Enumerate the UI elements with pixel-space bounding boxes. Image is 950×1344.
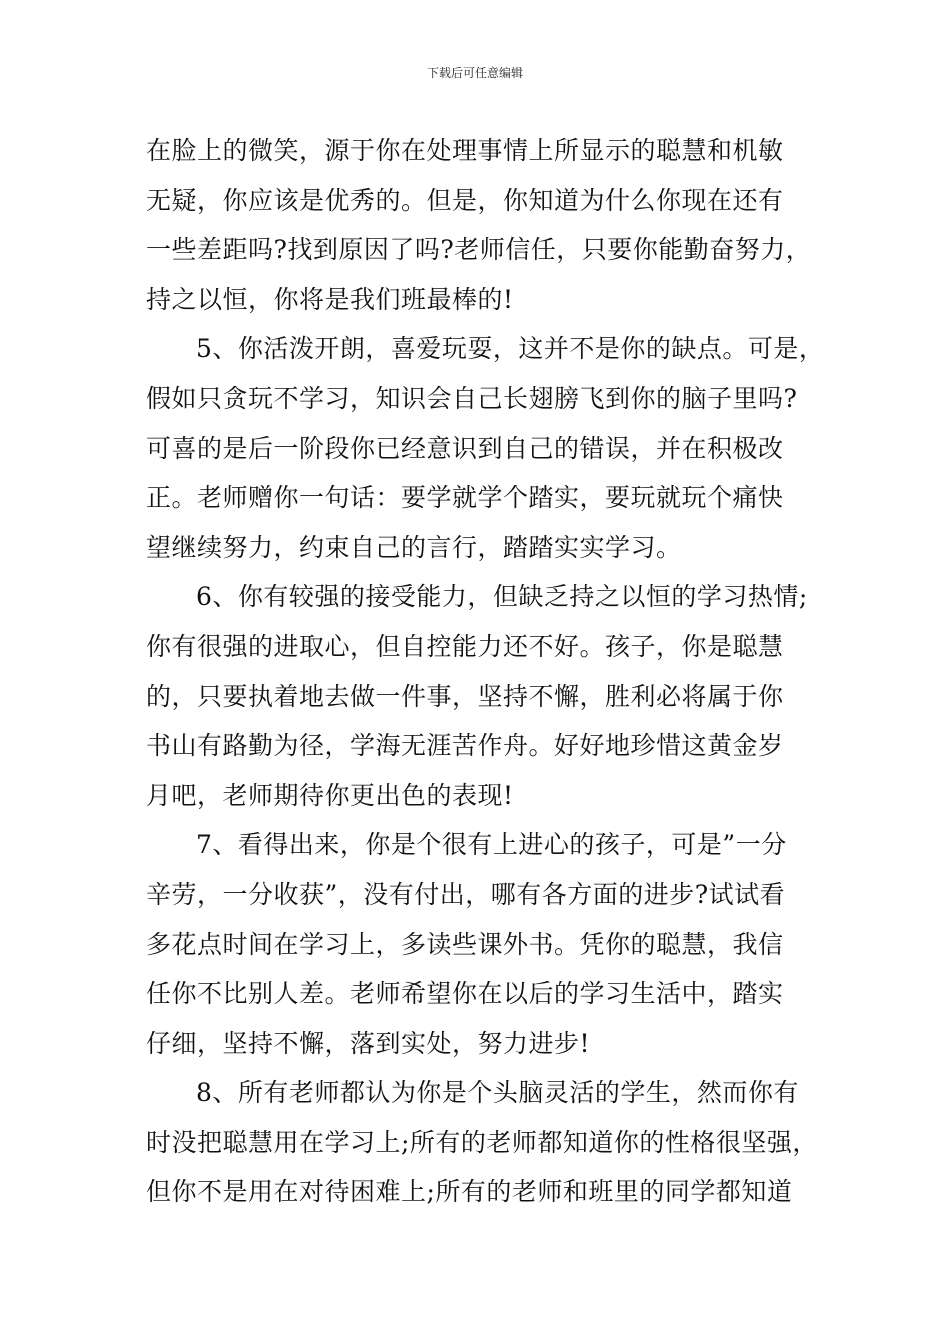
text-line: 假如只贪玩不学习，知识会自己长翅膀飞到你的脑子里吗? [146, 383, 798, 413]
document-body [146, 126, 836, 1217]
text-line: 书山有路勤为径，学海无涯苦作舟。好好地珍惜这黄金岁 [146, 731, 784, 761]
text-line: 一些差距吗?找到原因了吗?老师信任，只要你能勤奋努力， [146, 235, 812, 265]
text-line: 7、看得出来，你是个很有上进心的孩子，可是”一分 [196, 830, 787, 860]
text-line: 多花点时间在学习上，多读些课外书。凭你的聪慧，我信 [146, 929, 784, 959]
text-line: 你有很强的进取心，但自控能力还不好。孩子，你是聪慧 [146, 631, 784, 661]
text-line: 的，只要执着地去做一件事，坚持不懈，胜利必将属于你 [146, 681, 784, 711]
text-line: 任你不比别人差。老师希望你在以后的学习生活中，踏实 [146, 979, 784, 1009]
text-line: 时没把聪慧用在学习上;所有的老师都知道你的性格很坚强， [146, 1127, 818, 1157]
text-line: 望继续努力，约束自己的言行，踏踏实实学习。 [146, 532, 682, 562]
text-line: 8、所有老师都认为你是个头脑灵活的学生，然而你有 [196, 1078, 799, 1108]
text-line: 但你不是用在对待困难上;所有的老师和班里的同学都知道 [146, 1177, 793, 1207]
text-line: 6、你有较强的接受能力，但缺乏持之以恒的学习热情; [196, 582, 808, 612]
text-line: 仔细，坚持不懈，落到实处，努力进步! [146, 1028, 591, 1058]
text-line: 可喜的是后一阶段你已经意识到自己的错误，并在积极改 [146, 433, 784, 463]
text-line: 5、你活泼开朗，喜爱玩耍，这并不是你的缺点。可是， [196, 334, 825, 364]
text-line: 无疑，你应该是优秀的。但是，你知道为什么你现在还有 [146, 185, 784, 215]
text-line: 月吧，老师期待你更出色的表现! [146, 780, 514, 810]
text-line: 持之以恒，你将是我们班最棒的! [146, 284, 514, 314]
text-line: 辛劳，一分收获”，没有付出，哪有各方面的进步?试试看 [146, 879, 786, 909]
text-line: 在脸上的微笑，源于你在处理事情上所显示的聪慧和机敏 [146, 136, 784, 165]
text-line: 正。老师赠你一句话：要学就学个踏实，要玩就玩个痛快 [146, 483, 784, 513]
page-header: 下载后可任意编辑 [426, 66, 523, 80]
